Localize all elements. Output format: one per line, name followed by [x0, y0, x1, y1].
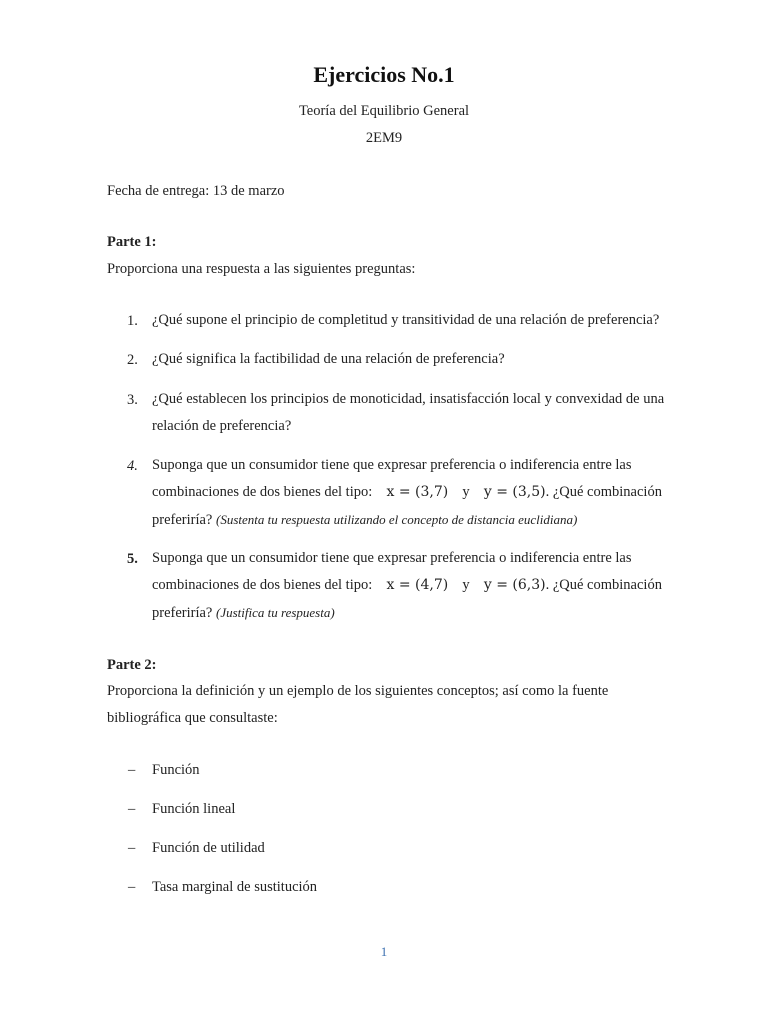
question-text-line-1 [152, 545, 662, 572]
concept-list-item [128, 801, 235, 818]
math-x: x = (4,7) [386, 577, 449, 593]
question-text-line-1 [152, 452, 662, 479]
concept-label: Función de utilidad [152, 840, 265, 856]
dash-bullet: – [128, 840, 136, 856]
math-y-group [484, 479, 662, 506]
part2-heading: Parte 2: [107, 657, 157, 673]
math-y-group [484, 572, 662, 599]
concept-label: Función [152, 762, 200, 778]
question-text-line-2 [152, 572, 662, 599]
question-text-line-3 [152, 599, 662, 627]
question-number: 3. [127, 392, 138, 408]
question-text-pre: combinaciones de dos bienes del tipo: [152, 484, 373, 500]
question-text: preferiría? [152, 512, 213, 528]
concept-label: Tasa marginal de sustitución [152, 879, 318, 895]
concept-list-item [128, 762, 200, 779]
math-y: y = (3,5) [483, 484, 546, 500]
question-text-line-2: relación de preferencia? [152, 418, 292, 434]
part2-intro [107, 678, 662, 732]
dash-bullet: – [128, 879, 136, 895]
question-number: 4. [127, 458, 138, 474]
part2-intro-line-2: bibliográfica que consultaste: [107, 710, 278, 726]
question-number: 1. [127, 313, 138, 329]
question-text: Suponga que un consumidor tiene que expresar preferencia o indiferencia entre las [152, 457, 632, 473]
group-code: 2EM9 [365, 130, 403, 146]
math-y: y = (6,3) [483, 577, 546, 593]
question-text-line-1: ¿Qué establecen los principios de monoticidad, insatisfacción local y convexidad de una [152, 391, 665, 407]
part2-intro-text: Proporciona la definición y un ejemplo de los siguientes conceptos; así como la fuente [107, 683, 609, 699]
concept-list-item [128, 879, 317, 896]
question-note: (Justifica tu respuesta) [216, 605, 335, 620]
page-number: 1 [380, 944, 388, 959]
question-text: ¿Qué significa la factibilidad de una relación de preferencia? [152, 351, 505, 367]
part2-intro-line-1 [107, 678, 662, 705]
conjunction: y [462, 577, 470, 593]
question-number: 2. [127, 352, 138, 368]
question-text: Suponga que un consumidor tiene que expresar preferencia o indiferencia entre las [152, 550, 632, 566]
math-x: x = (3,7) [386, 484, 449, 500]
concept-label: Función lineal [152, 801, 236, 817]
page-title: Ejercicios No.1 [313, 62, 455, 87]
question-text-pre: combinaciones de dos bienes del tipo: [152, 577, 373, 593]
question-text-post: . ¿Qué combinación [545, 484, 662, 500]
conjunction: y [462, 484, 470, 500]
dash-bullet: – [128, 762, 136, 778]
question-text-line-2 [152, 479, 662, 506]
part1-intro: Proporciona una respuesta a las siguientes preguntas: [107, 261, 416, 277]
due-date: Fecha de entrega: 13 de marzo [107, 183, 285, 199]
question-text-post: . ¿Qué combinación [545, 577, 662, 593]
course-subtitle: Teoría del Equilibrio General [298, 103, 470, 119]
question-number: 5. [127, 551, 138, 567]
question-note: (Sustenta tu respuesta utilizando el concepto de distancia euclidiana) [216, 512, 578, 527]
dash-bullet: – [128, 801, 136, 817]
question-text: ¿Qué supone el principio de completitud y transitividad de una relación de preferencia? [152, 312, 660, 328]
concept-list-item [128, 840, 265, 857]
question-text-line-3 [152, 506, 662, 534]
part1-heading: Parte 1: [107, 234, 157, 250]
question-text: preferiría? [152, 605, 213, 621]
